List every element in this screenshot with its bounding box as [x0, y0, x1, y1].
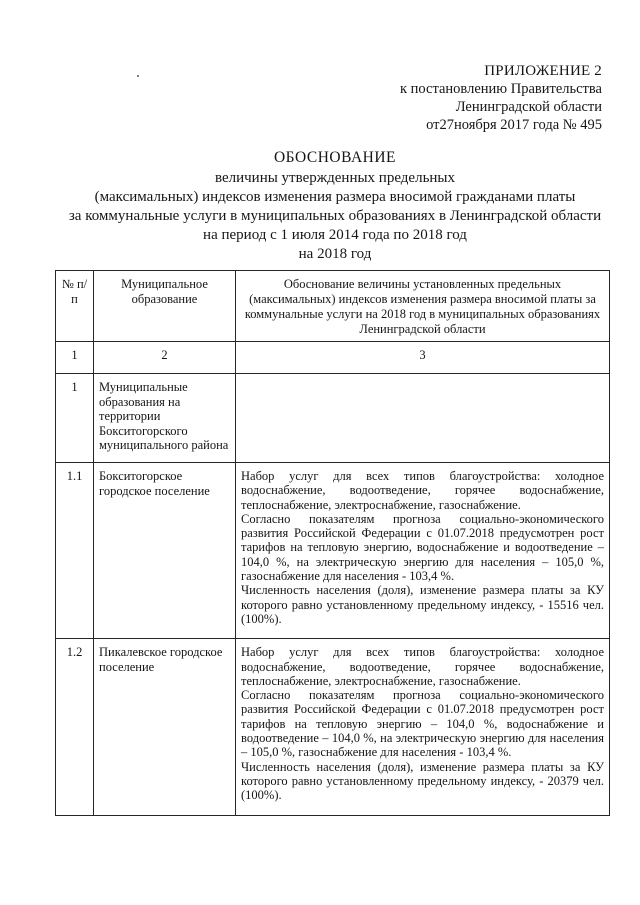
population-paragraph: Численность населения (доля), изменение размера платы за КУ которого равно установленному предельному индексу, - 20379 чел. (100%).	[241, 759, 604, 803]
appendix-line-3: от27ноября 2017 года № 495	[426, 117, 602, 133]
column-number: 3	[236, 342, 610, 374]
tariffs-paragraph: Согласно показателям прогноза социально-экономического развития Российской Федерации с 01.07.2018 предусмотрен рост тарифов на тепловую энергию, водоснабжение и водоотведение – 104,0 %, на электрическую энергию для населения – 105,0 %, газоснабжение для населения - 103,4 %.	[241, 511, 604, 584]
appendix-line-2: Ленинградской области	[455, 99, 602, 115]
services-paragraph: Набор услуг для всех типов благоустройства: холодное водоснабжение, водоотведение, горячее водоснабжение, теплоснабжение, электроснабжение, газоснабжение.	[241, 645, 604, 688]
justification-table	[55, 270, 610, 816]
document-heading	[40, 148, 630, 264]
table-row	[56, 463, 610, 639]
column-number: 2	[94, 342, 236, 374]
scan-speck	[137, 75, 139, 77]
table-header-row	[56, 271, 610, 342]
heading-line-4: на период с 1 июля 2014 года по 2018 год	[203, 227, 467, 243]
document-title: ОБОСНОВАНИЕ	[273, 149, 396, 166]
population-paragraph: Численность населения (доля), изменение размера платы за КУ которого равно установленному предельному индексу, - 15516 чел. (100%).	[241, 583, 604, 626]
justification-text	[236, 463, 610, 639]
heading-line-1: величины утвержденных предельных	[214, 170, 456, 186]
appendix-block	[302, 62, 602, 134]
appendix-title: ПРИЛОЖЕНИЕ 2	[484, 63, 602, 79]
municipality-name: Бокситогорское городское поселение	[94, 463, 236, 639]
row-number: 1.2	[56, 639, 94, 815]
tariffs-paragraph: Согласно показателям прогноза социально-экономического развития Российской Федерации с 01.07.2018 предусмотрен рост тарифов на тепловую энергию – 104,0 %, водоснабжение и водоотведение – 104,0 %, на электрическую энергию для населения – 105,0 %, газоснабжение для населения - 103,4 %.	[241, 688, 604, 760]
table-row	[56, 639, 610, 815]
appendix-line-1: к постановлению Правительства	[400, 81, 602, 97]
table-row	[56, 374, 610, 463]
heading-line-3: за коммунальные услуги в муниципальных образованиях в Ленинградской области	[68, 208, 602, 224]
header-number: № п/п	[56, 271, 94, 342]
justification-text	[236, 639, 610, 815]
header-justification: Обоснование величины установленных предельных (максимальных) индексов изменения размера вносимой платы за коммунальные услуги на 2018 год в муниципальных образованиях Ленинградской области	[236, 271, 610, 342]
justification-text	[236, 374, 610, 463]
header-municipality: Муниципальное образование	[94, 271, 236, 342]
row-number: 1	[56, 374, 94, 463]
heading-line-5: на 2018 год	[298, 246, 372, 262]
services-paragraph: Набор услуг для всех типов благоустройства: холодное водоснабжение, водоотведение, горячее водоснабжение, теплоснабжение, электроснабжение, газоснабжение.	[241, 469, 604, 512]
municipality-name: Пикалевское городское поселение	[94, 639, 236, 815]
row-number: 1.1	[56, 463, 94, 639]
column-number-row	[56, 342, 610, 374]
heading-line-2: (максимальных) индексов изменения размера вносимой гражданами платы	[94, 189, 576, 205]
column-number: 1	[56, 342, 94, 374]
municipality-name: Муниципальные образования на территории Бокситогорского муниципального района	[94, 374, 236, 463]
